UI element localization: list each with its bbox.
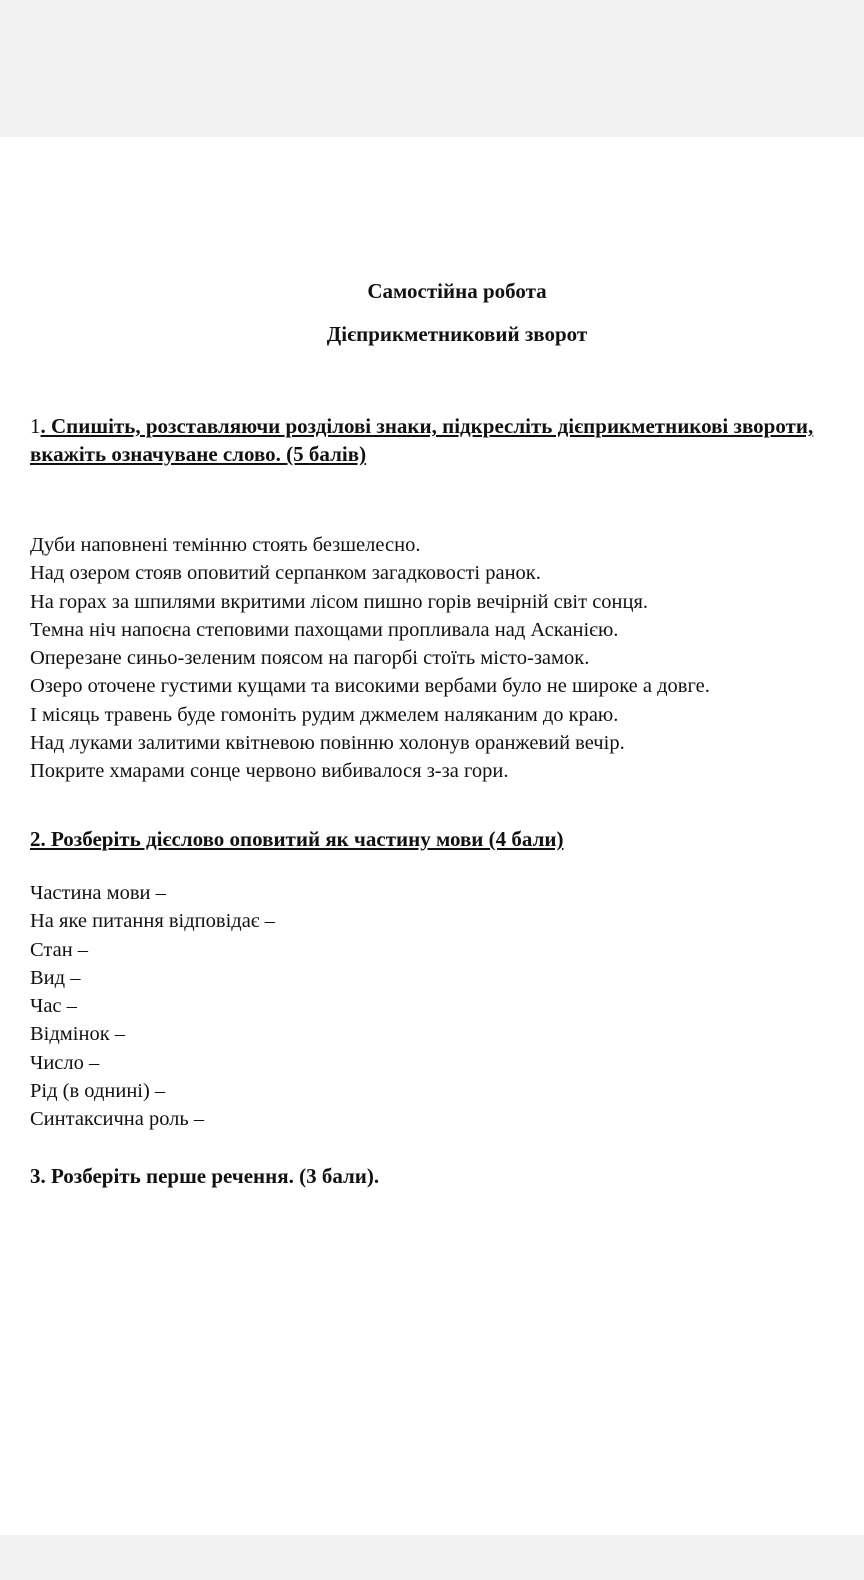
task2-instruction: 2. Розберіть дієслово оповитий як частину мови (4 бали) [30,827,564,851]
parse-item: Вид – [30,966,81,989]
sentence-item: Дуби наповнені темінню стоять безшелесно. [30,534,421,556]
bottom-margin-band [0,1535,864,1580]
page-subtitle: Дієприкметниковий зворот [326,322,588,346]
sentence-item: Покрите хмарами сонце червоно вибивалося з-за гори. [30,760,509,783]
document-page[interactable] [0,137,864,1535]
parse-item: Синтаксична роль – [30,1108,205,1131]
parse-item: На яке питання відповідає – [30,910,275,933]
parse-item: Рід (в однині) – [30,1080,166,1103]
task1-sentence-list [30,531,860,786]
parse-item: Число – [30,1051,100,1074]
task1-instruction: . Спишіть, розставляючи розділові знаки, підкресліть дієприкметникові звороти, вкажіть означуване слово. (5 балів) [30,414,814,466]
parse-item: Відмінок – [30,1023,126,1046]
parse-item: Частина мови – [30,882,166,904]
task2-parse-list [30,879,860,1134]
sentence-item: Над озером стояв оповитий серпанком загадковості ранок. [30,562,541,585]
parse-item: Час – [30,995,77,1018]
parse-item: Стан – [30,938,89,961]
sentence-item: Темна ніч напоєна степовими пахощами пропливала над Асканією. [30,618,619,641]
task3-heading: 3. Розберіть перше речення. (3 бали). [30,1164,380,1188]
task1-heading [30,412,860,468]
task1-number: 1 [30,414,41,438]
task2-heading [30,825,860,853]
page-title: Самостійна робота [367,279,547,303]
top-margin-band [0,0,864,137]
sentence-item: Озеро оточене густими кущами та високими вербами було не широке а довге. [30,675,710,698]
sentence-item: І місяць травень буде гомоніть рудим джмелем наляканим до краю. [30,703,619,726]
sentence-item: Над луками залитими квітневою повінню холонув оранжевий вечір. [30,732,625,755]
sentence-item: Оперезане синьо-зеленим поясом на пагорбі стоїть місто-замок. [30,647,590,670]
sentence-item: На горах за шпилями вкритими лісом пишно горів вечірній світ сонця. [30,590,649,613]
